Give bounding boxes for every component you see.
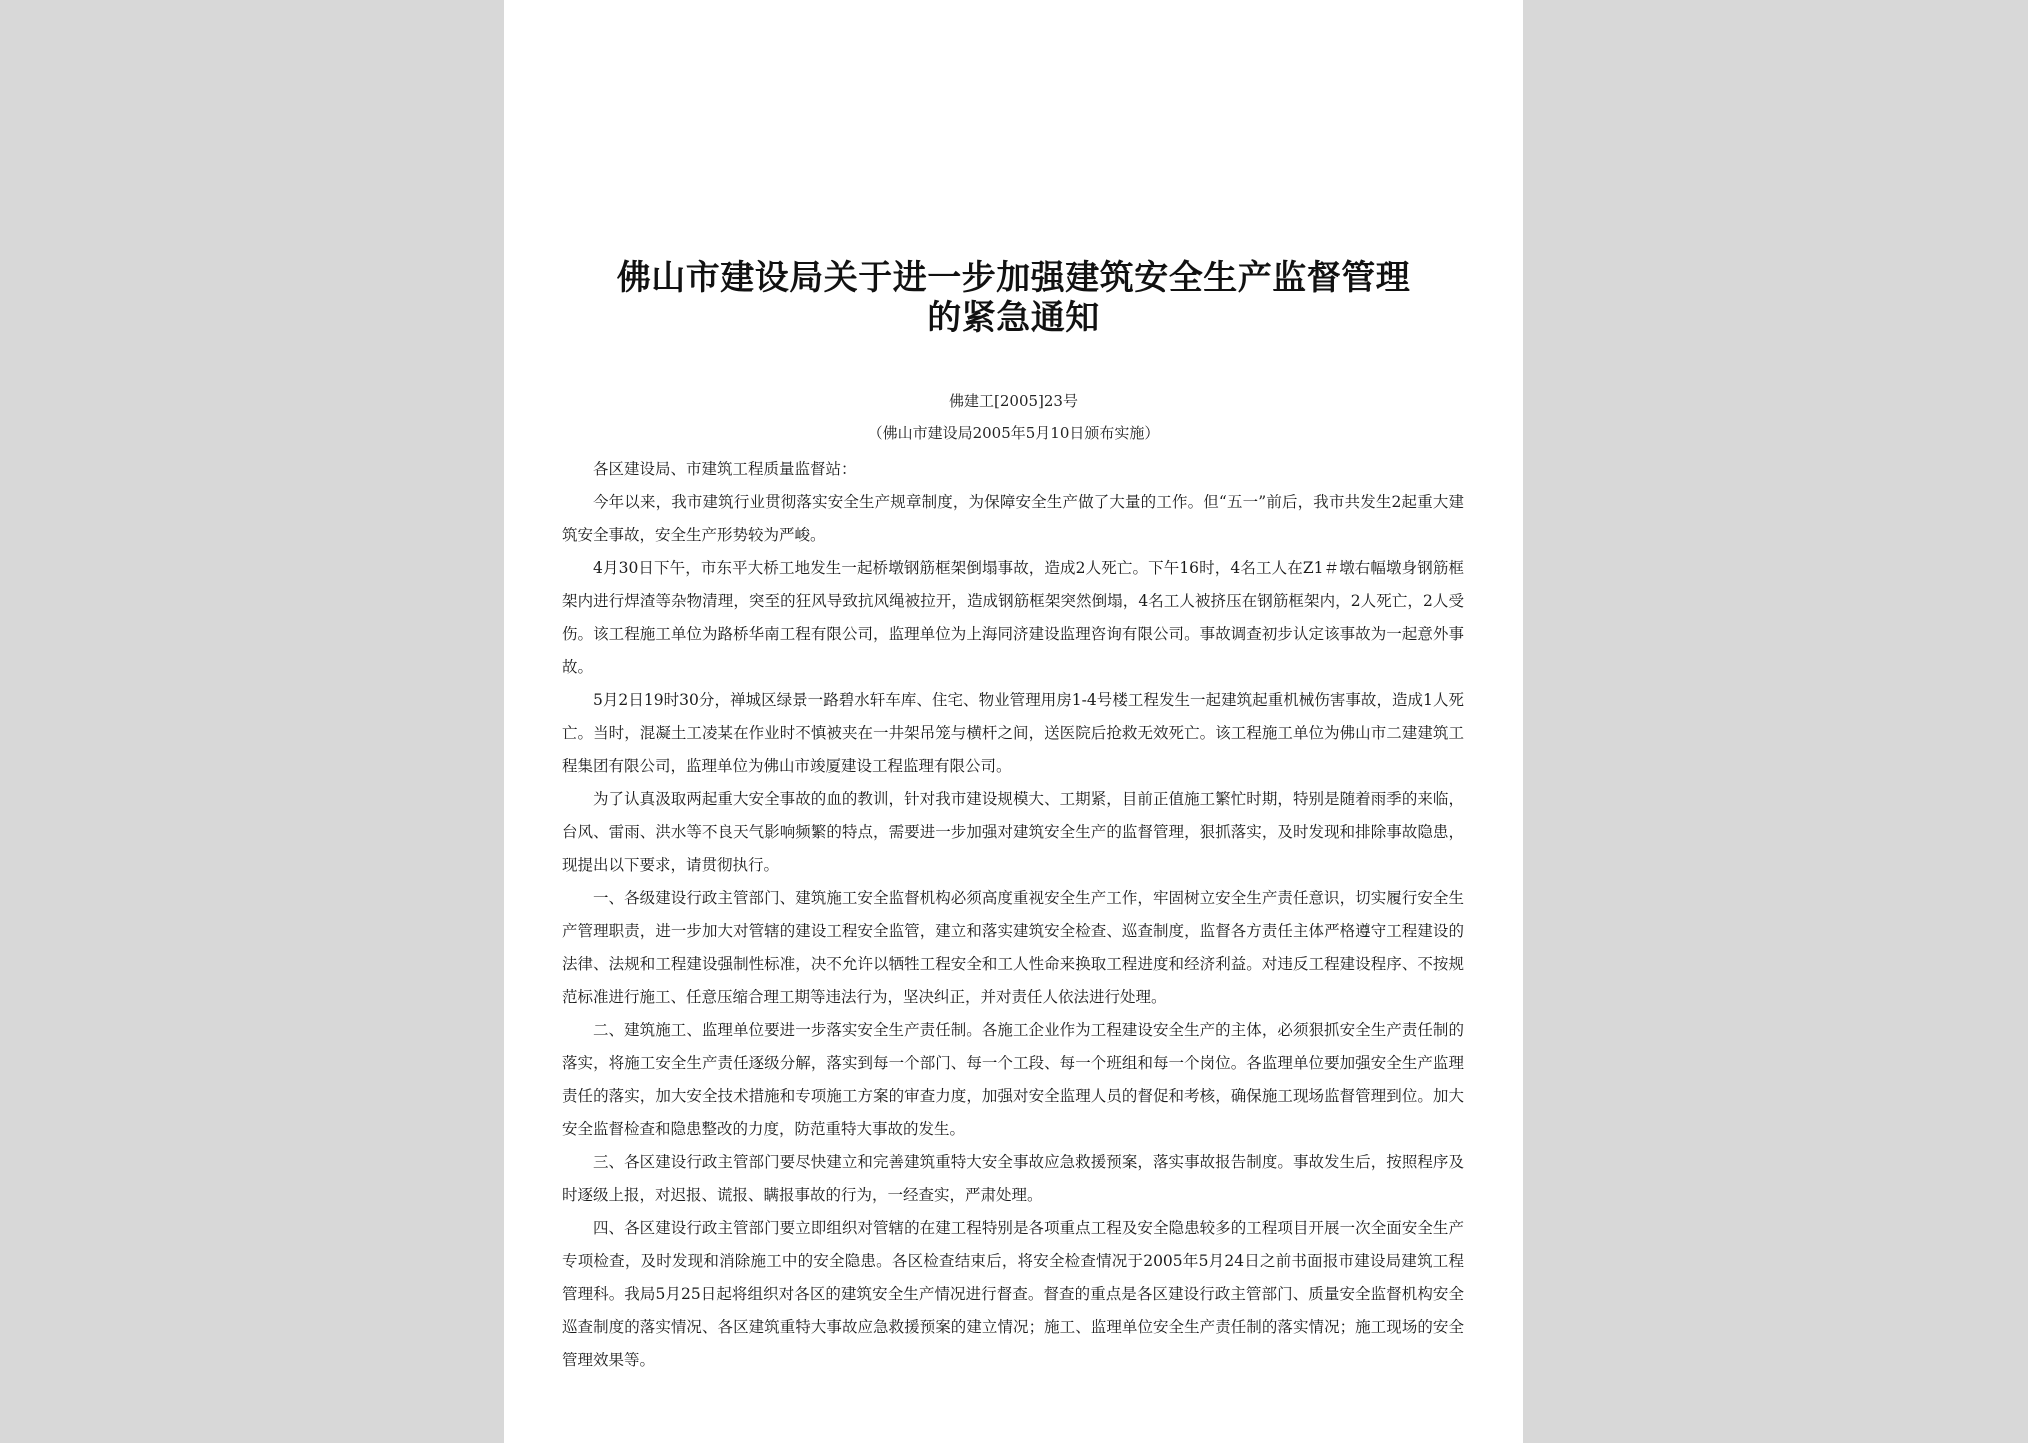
body-paragraph: 二、建筑施工、监理单位要进一步落实安全生产责任制。各施工企业作为工程建设安全生产的主体，必须狠抓安全生产责任制的落实，将施工安全生产责任逐级分解，落实到每一个部门、每一个工段、每一个班组和每一个岗位。各监理单位要加强安全生产监理责任的落实，加大安全技术措施和专项施工方案的审查力度，加强对安全监理人员的督促和考核，确保施工现场监督管理到位。加大安全监督检查和隐患整改的力度，防范重特大事故的发生。	[562, 1021, 1464, 1138]
salutation: 各区建设局、市建筑工程质量监督站：	[593, 460, 857, 478]
document-body	[562, 453, 1464, 1377]
title-line-2: 的紧急通知	[927, 298, 1100, 338]
body-paragraph: 三、各区建设行政主管部门要尽快建立和完善建筑重特大安全事故应急救援预案，落实事故报告制度。事故发生后，按照程序及时逐级上报，对迟报、谎报、瞒报事故的行为，一经查实，严肃处理。	[562, 1153, 1464, 1204]
body-paragraph: 为了认真汲取两起重大安全事故的血的教训，针对我市建设规模大、工期紧，目前正值施工繁忙时期，特别是随着雨季的来临，台风、雷雨、洪水等不良天气影响频繁的特点，需要进一步加强对建筑安全生产的监督管理，狠抓落实，及时发现和排除事故隐患，现提出以下要求，请贯彻执行。	[562, 790, 1464, 874]
body-paragraph: 一、各级建设行政主管部门、建筑施工安全监督机构必须高度重视安全生产工作，牢固树立安全生产责任意识，切实履行安全生产管理职责，进一步加大对管辖的建设工程安全监管，建立和落实建筑安全检查、巡查制度，监督各方责任主体严格遵守工程建设的法律、法规和工程建设强制性标准，决不允许以牺牲工程安全和工人性命来换取工程进度和经济利益。对违反工程建设程序、不按规范标准进行施工、任意压缩合理工期等违法行为，坚决纠正，并对责任人依法进行处理。	[562, 889, 1464, 1006]
body-paragraph: 5月2日19时30分，禅城区绿景一路碧水轩车库、住宅、物业管理用房1-4号楼工程发生一起建筑起重机械伤害事故，造成1人死亡。当时，混凝土工凌某在作业时不慎被夹在一井架吊笼与横杆之间，送医院后抢救无效死亡。该工程施工单位为佛山市二建建筑工程集团有限公司，监理单位为佛山市竣厦建设工程监理有限公司。	[562, 691, 1464, 775]
document-number: 佛建工[2005]23号	[949, 392, 1078, 410]
document-page	[504, 0, 1523, 1443]
issue-note: （佛山市建设局2005年5月10日颁布实施）	[867, 424, 1160, 442]
body-paragraph: 今年以来，我市建筑行业贯彻落实安全生产规章制度，为保障安全生产做了大量的工作。但“五一”前后，我市共发生2起重大建筑安全事故，安全生产形势较为严峻。	[562, 493, 1464, 544]
document-title	[504, 258, 1523, 338]
body-paragraph: 4月30日下午，市东平大桥工地发生一起桥墩钢筋框架倒塌事故，造成2人死亡。下午16时，4名工人在Z1＃墩右幅墩身钢筋框架内进行焊渣等杂物清理，突至的狂风导致抗风绳被拉开，造成钢筋框架突然倒塌，4名工人被挤压在钢筋框架内，2人死亡，2人受伤。该工程施工单位为路桥华南工程有限公司，监理单位为上海同济建设监理咨询有限公司。事故调查初步认定该事故为一起意外事故。	[562, 559, 1464, 676]
body-paragraph: 四、各区建设行政主管部门要立即组织对管辖的在建工程特别是各项重点工程及安全隐患较多的工程项目开展一次全面安全生产专项检查，及时发现和消除施工中的安全隐患。各区检查结束后，将安全检查情况于2005年5月24日之前书面报市建设局建筑工程管理科。我局5月25日起将组织对各区的建筑安全生产情况进行督查。督查的重点是各区建设行政主管部门、质量安全监督机构安全巡查制度的落实情况、各区建筑重特大事故应急救援预案的建立情况；施工、监理单位安全生产责任制的落实情况；施工现场的安全管理效果等。	[562, 1219, 1464, 1369]
title-line-1: 佛山市建设局关于进一步加强建筑安全生产监督管理	[616, 258, 1411, 298]
